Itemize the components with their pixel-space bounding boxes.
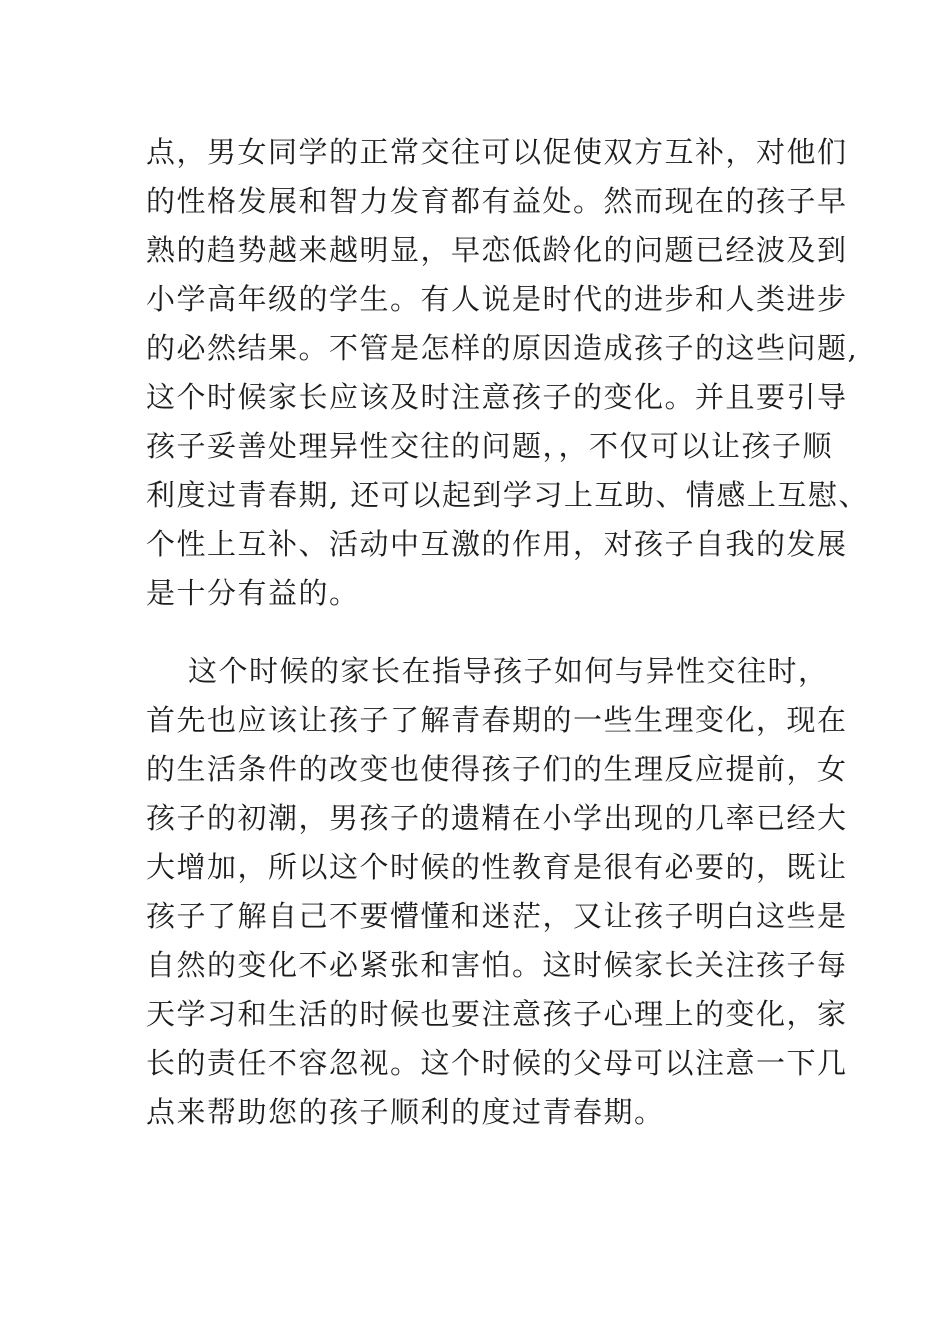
paragraph-line: 自然的变化不必紧张和害怕。这时候家长关注孩子每 [146,948,848,982]
paragraph-line: 点来帮助您的孩子顺利的度过青春期。 [146,1095,665,1129]
paragraph-line: 孩子妥善处理异性交往的问题，，不仅可以让孩子顺 [146,429,834,463]
paragraph-line: 天学习和生活的时候也要注意孩子心理上的变化，家 [146,997,848,1031]
paragraph-2 [146,647,848,1137]
paragraph-line: 大增加，所以这个时候的性教育是很有必要的，既让 [146,850,848,884]
paragraph-line: 这个时候家长应该及时注意孩子的变化。并且要引导 [146,380,848,414]
paragraph-line: 熟的趋势越来越明显，早恋低龄化的问题已经波及到 [146,233,848,267]
paragraph-line: 孩子了解自己不要懵懂和迷茫，又让孩子明白这些是 [146,899,848,933]
paragraph-line: 孩子的初潮，男孩子的遗精在小学出现的几率已经大 [146,801,848,835]
paragraph-line: 首先也应该让孩子了解青春期的一些生理变化，现在 [146,703,848,737]
paragraph-line: 的生活条件的改变也使得孩子们的生理反应提前，女 [146,752,848,786]
paragraph-line: 小学高年级的学生。有人说是时代的进步和人类进步 [146,282,848,316]
paragraph-line: 的性格发展和智力发育都有益处。然而现在的孩子早 [146,184,848,218]
paragraph-line: 长的责任不容忽视。这个时候的父母可以注意一下几 [146,1046,848,1080]
paragraph-line: 个性上互补、活动中互激的作用，对孩子自我的发展 [146,527,848,561]
paragraph-line: 是十分有益的。 [146,576,360,610]
paragraph-line: 的必然结果。不管是怎样的原因造成孩子的这些问题, [146,331,859,365]
paragraph-1 [146,128,869,618]
paragraph-line: 这个时候的家长在指导孩子如何与异性交往时， [188,654,829,688]
paragraph-line: 点，男女同学的正常交往可以促使双方互补，对他们 [146,135,848,169]
paragraph-line: 利度过青春期, 还可以起到学习上互助、情感上互慰、 [146,478,869,512]
